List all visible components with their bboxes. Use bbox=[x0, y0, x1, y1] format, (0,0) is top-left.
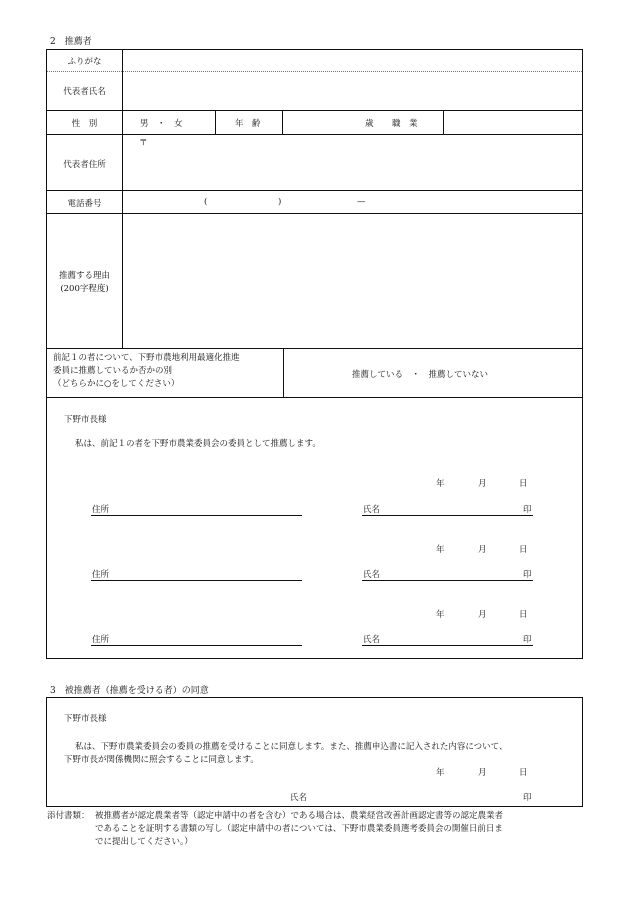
attachment-line1: 被推薦者が認定農業者等（認定申請中の者を含む）である場合は、農業経営改善計画認定書等の認定農業者 bbox=[95, 811, 504, 821]
consent-name-input[interactable] bbox=[317, 786, 517, 802]
occupation-input[interactable] bbox=[447, 112, 579, 132]
address-line[interactable] bbox=[91, 515, 302, 516]
reason-sub-label: (200字程度) bbox=[60, 284, 109, 294]
attachment-label: 添付書類： bbox=[47, 811, 90, 821]
date-month: 月 bbox=[478, 545, 487, 555]
phone-label: 電話番号 bbox=[67, 199, 102, 209]
phone-dash: — bbox=[357, 197, 366, 207]
furigana-input[interactable] bbox=[123, 51, 581, 70]
consent-box bbox=[46, 697, 583, 807]
recommend-statement: 私は、前記１の者を下野市農業委員会の委員として推薦します。 bbox=[75, 439, 321, 449]
seal-mark: 印 bbox=[523, 635, 532, 645]
name-field-label: 氏名 bbox=[363, 570, 381, 580]
address-field-label: 住所 bbox=[92, 635, 110, 645]
consent-year: 年 bbox=[436, 768, 445, 778]
attachment-line3: でに提出してください。） bbox=[95, 837, 193, 847]
address-input[interactable] bbox=[123, 148, 581, 188]
phone-input[interactable] bbox=[123, 192, 581, 212]
section2-title: 2 推薦者 bbox=[50, 37, 92, 47]
consent-seal: 印 bbox=[523, 793, 532, 803]
age-label: 年 齢 bbox=[235, 119, 261, 129]
consent-line2: 下野市長が関係機関に照会することに同意します。 bbox=[64, 755, 259, 765]
date-year: 年 bbox=[436, 545, 445, 555]
recommender-table bbox=[46, 49, 583, 659]
date-day: 日 bbox=[519, 545, 528, 555]
consent-addressee: 下野市長様 bbox=[64, 714, 107, 724]
address-line[interactable] bbox=[91, 645, 302, 646]
seal-mark: 印 bbox=[523, 505, 532, 515]
question-line1: 前記１の者について、下野市農地利用最適化推進 bbox=[53, 353, 240, 363]
age-unit: 歳 bbox=[365, 119, 374, 129]
reason-label: 推薦する理由 bbox=[58, 271, 110, 281]
address-label: 代表者住所 bbox=[63, 160, 106, 170]
consent-line1: 私は、下野市農業委員会の委員の推薦を受けることに同意します。また、推薦申込書に記入された内容について、 bbox=[75, 742, 508, 752]
date-month: 月 bbox=[478, 610, 487, 620]
consent-day: 日 bbox=[519, 768, 528, 778]
addressee: 下野市長様 bbox=[64, 415, 107, 425]
name-field-label: 氏名 bbox=[363, 505, 381, 515]
question-line3: （どちらかに○をしてください） bbox=[53, 379, 180, 389]
sex-label: 性 別 bbox=[71, 119, 98, 129]
name-line[interactable] bbox=[362, 645, 533, 646]
furigana-label: ふりがな bbox=[67, 57, 102, 67]
date-year: 年 bbox=[436, 479, 445, 489]
reason-textarea[interactable] bbox=[123, 215, 581, 345]
date-month: 月 bbox=[478, 479, 487, 489]
postal-mark: 〒 bbox=[139, 138, 148, 148]
question-line2: 委員に推薦しているか否かの別 bbox=[53, 366, 173, 376]
name-line[interactable] bbox=[362, 580, 533, 581]
recommend-choice[interactable]: 推薦している ・ 推薦していない bbox=[352, 370, 489, 380]
date-day: 日 bbox=[519, 479, 528, 489]
name-field-label: 氏名 bbox=[363, 635, 381, 645]
date-day: 日 bbox=[519, 610, 528, 620]
name-line[interactable] bbox=[362, 515, 533, 516]
seal-mark: 印 bbox=[523, 570, 532, 580]
address-field-label: 住所 bbox=[92, 570, 110, 580]
phone-paren-open: ( bbox=[204, 197, 208, 207]
date-year: 年 bbox=[436, 610, 445, 620]
attachment-line2: であることを証明する書類の写し（認定申請中の者については、下野市農業委員選考委員会の開催日前日ま bbox=[95, 824, 503, 834]
occupation-label: 職 業 bbox=[392, 119, 418, 129]
name-label: 代表者氏名 bbox=[63, 87, 106, 97]
consent-month: 月 bbox=[478, 768, 487, 778]
age-input[interactable] bbox=[287, 112, 357, 132]
address-field-label: 住所 bbox=[92, 505, 110, 515]
name-input[interactable] bbox=[123, 72, 581, 108]
consent-name-label: 氏名 bbox=[290, 793, 308, 803]
address-line[interactable] bbox=[91, 580, 302, 581]
phone-paren-close: ) bbox=[278, 197, 282, 207]
sex-options[interactable]: 男 ・ 女 bbox=[140, 119, 183, 129]
section3-title: 3 被推薦者（推薦を受ける者）の同意 bbox=[50, 686, 209, 696]
row-divider bbox=[47, 110, 582, 111]
